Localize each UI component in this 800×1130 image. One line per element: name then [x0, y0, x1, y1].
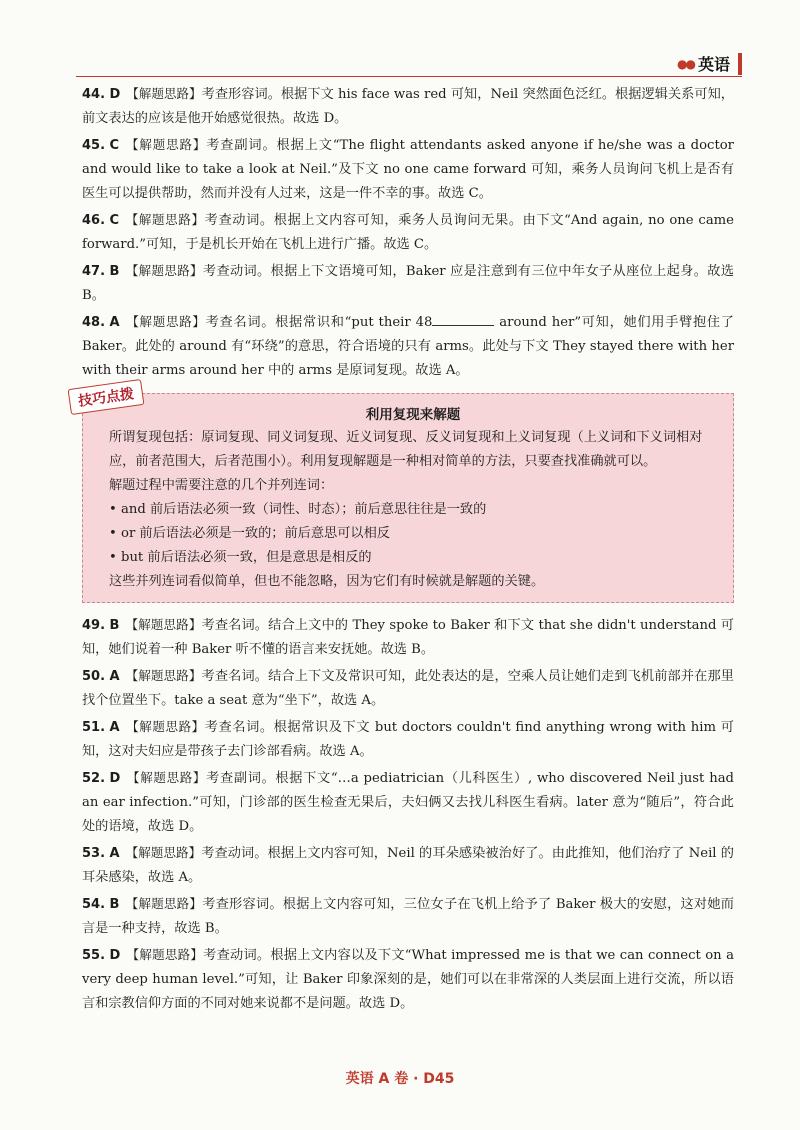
- answer-text: 考查动词。根据上文内容可知，乘务人员询问无果。由下文“And again, no one came forward.”可知，于是机长开始在飞机上进行广播。故选 C。: [82, 213, 734, 252]
- answer-tag: 【解题思路】: [125, 668, 202, 683]
- tip-bullet-item: [109, 522, 717, 546]
- answer-item-46: [82, 208, 734, 257]
- answer-number: 45. C: [82, 138, 120, 153]
- answer-number: 48. A: [82, 315, 120, 330]
- decorative-dots-icon: ●●: [677, 56, 694, 71]
- answer-text: 考查名词。结合上文中的 They spoke to Baker 和下文 that she didn't understand 可知，她们说着一种 Baker 听不懂的语言来安抚她。故选 B。: [82, 618, 734, 657]
- tip-bullet-text: but 前后语法必须一致，但是意思是相反的: [121, 550, 372, 565]
- answer-text: 考查名词。结合上下文及常识可知，此处表达的是，空乘人员让她们走到飞机前部并在那里找个位置坐下。take a seat 意为“坐下”，故选 A。: [82, 669, 734, 708]
- page-header: [677, 52, 742, 75]
- answer-tag: 【解题思路】: [125, 845, 202, 860]
- answer-number: 44. D: [82, 87, 121, 102]
- answer-tag: 【解题思路】: [125, 212, 205, 227]
- answer-text: 考查形容词。根据上文内容可知，三位女子在飞机上给予了 Baker 极大的安慰，这对她而言是一种支持，故选 B。: [82, 897, 734, 936]
- answer-number: 51. A: [82, 720, 120, 735]
- answer-tag: 【解题思路】: [125, 314, 206, 329]
- tip-bullet-item: [109, 546, 717, 570]
- answer-number: 50. A: [82, 669, 120, 684]
- answer-tag: 【解题思路】: [125, 617, 202, 632]
- tip-bullet-text: or 前后语法必须是一致的；前后意思可以相反: [121, 526, 390, 541]
- answer-text: 考查副词。根据上文“The flight attendants asked anyone if he/she was a doctor and would like to take a look at Neil.”及下文 no one came forward 可知，乘务人员询问飞机上是否有医生可以提供帮助，然而并没有人过来，这是一件不幸的事。故选 C。: [82, 138, 734, 201]
- page-footer: 英语 A 卷 · D45: [345, 1071, 455, 1087]
- answer-text: 考查动词。根据上下文语境可知，Baker 应是注意到有三位中年女子从座位上起身。故选 B。: [82, 264, 734, 303]
- answer-item-50: [82, 664, 734, 713]
- tip-badge: 技巧点拨: [68, 379, 145, 415]
- answer-item-48: [82, 310, 734, 383]
- tip-paragraph: 解题过程中需要注意的几个并列连词：: [109, 478, 334, 493]
- answer-item-52: [82, 766, 734, 839]
- answer-tag: 【解题思路】: [125, 137, 207, 152]
- answer-number: 55. D: [82, 948, 121, 963]
- answer-tag: 【解题思路】: [126, 86, 202, 101]
- answer-tag: 【解题思路】: [126, 947, 204, 962]
- answer-tag: 【解题思路】: [126, 770, 207, 785]
- answer-tag: 【解题思路】: [125, 719, 205, 734]
- answer-number: 49. B: [82, 618, 120, 633]
- answer-item-47: [82, 259, 734, 308]
- answer-text: 考查动词。根据上文内容可知，Neil 的耳朵感染被治好了。由此推知，他们治疗了 Neil 的耳朵感染，故选 A。: [82, 846, 734, 885]
- header-accent-bar: [738, 53, 742, 75]
- answer-number: 52. D: [82, 771, 121, 786]
- tip-bullet-text: and 前后语法必须一致（词性、时态）；前后意思往往是一致的: [121, 502, 487, 517]
- tip-paragraph: 所谓复现包括：原词复现、同义词复现、近义词复现、反义词复现和上义词复现（上义词和下义词相对应，前者范围大，后者范围小）。利用复现解题是一种相对简单的方法，只要查找准确就可以。: [109, 430, 703, 469]
- answer-text: 考查名词。根据常识及下文 but doctors couldn't find anything wrong with him 可知，这对夫妇应是带孩子去门诊部看病。故选 A。: [82, 720, 734, 759]
- answer-text: 考查动词。根据上文内容以及下文“What impressed me is that we can connect on a very deep human level.”可知，让 Baker 印象深刻的是，她们可以在非常深的人类层面上进行交流，所以语言和宗教信仰方面的不同对她来说都不是问题。故选 D。: [82, 948, 734, 1011]
- answer-content: [77, 82, 734, 1018]
- answer-text-before-blank: 考查名词。根据常识和“put their 48: [205, 315, 433, 330]
- subject-label: 英语: [697, 55, 730, 74]
- tip-closing: 这些并列连词看似简单，但也不能忽略，因为它们有时候就是解题的关键。: [109, 574, 545, 589]
- answer-number: 47. B: [82, 264, 120, 279]
- answer-tag: 【解题思路】: [125, 263, 203, 278]
- answer-text: 考查副词。根据下文“…a pediatrician（儿科医生）, who discovered Neil just had an ear infection.”可知，门诊部的医生检查无果后，夫妇俩又去找儿科医生看病。later 意为“随后”，符合此处的语境，故选 D。: [82, 771, 734, 834]
- answer-item-51: [82, 715, 734, 764]
- answer-item-44: [82, 82, 734, 131]
- tip-bullet-item: [109, 498, 717, 522]
- tip-box: [77, 386, 734, 603]
- bullet-dot-icon: •: [109, 526, 117, 541]
- answer-text-after-blank: around her”可知，她们用手臂抱住了 Baker。此处的 around 有“环绕”的意思，符合语境的只有 arms。此处与下文 They stayed there with her with their arms around her 中的 arms 是原词复现。故选 A。: [82, 315, 734, 378]
- bullet-dot-icon: •: [109, 502, 117, 517]
- answer-number: 54. B: [82, 897, 120, 912]
- answer-tag: 【解题思路】: [125, 896, 203, 911]
- answer-item-53: [82, 841, 734, 890]
- answer-item-45: [82, 133, 734, 206]
- fill-blank: [432, 311, 494, 326]
- answer-number: 53. A: [82, 846, 120, 861]
- bullet-dot-icon: •: [109, 550, 117, 565]
- answer-number: 46. C: [82, 213, 120, 228]
- answer-item-54: [82, 892, 734, 941]
- header-rule: [76, 76, 742, 77]
- answer-item-55: [82, 943, 734, 1016]
- tip-title: 利用复现来解题: [365, 407, 461, 423]
- answer-text: 考查形容词。根据下文 his face was red 可知，Neil 突然面色泛红。根据逻辑关系可知，前文表达的应该是他开始感觉很热。故选 D。: [82, 87, 734, 126]
- answer-item-49: [82, 613, 734, 662]
